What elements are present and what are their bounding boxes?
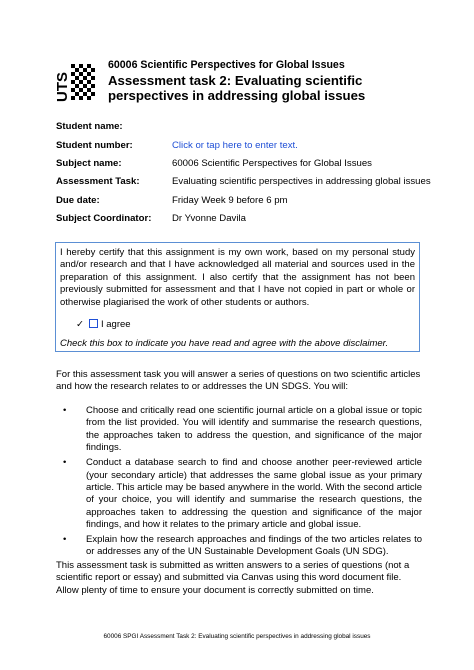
info-label: Due date:: [56, 195, 100, 206]
tick-icon: ✓: [76, 319, 84, 330]
course-code: 60006 Scientific Perspectives for Global Issues: [108, 59, 345, 71]
intro-paragraph: For this assessment task you will answer a series of questions on two scientific articles and how the research relates to or addresses the UN SDGS. You will:: [56, 369, 421, 393]
logo-pattern-icon: [71, 64, 95, 100]
bullet-icon: •: [63, 457, 67, 469]
bullet-text: Explain how the research approaches and findings of the two articles relates to or addresses any of the UN Sustainable Development Goals (UN SDG).: [86, 534, 422, 558]
bullet-icon: •: [63, 534, 67, 546]
info-label: Assessment Task:: [56, 176, 140, 187]
bullet-text: Choose and critically read one scientific journal article on a global issue or topic from the list provided. You will identify and summarise the research questions, the approaches taken to address the question, and significance of the major findings.: [86, 405, 422, 454]
info-label: Student name:: [56, 121, 123, 132]
agree-checkbox[interactable]: [89, 319, 98, 328]
disclaimer-box: [55, 242, 420, 352]
uts-logo: [56, 62, 98, 104]
info-label: Subject name:: [56, 158, 122, 169]
agree-label: I agree: [101, 319, 131, 330]
disclaimer-instruction: Check this box to indicate you have read and agree with the above disclaimer.: [60, 338, 389, 349]
task-bullet-list: [56, 405, 422, 561]
student-number-field[interactable]: Click or tap here to enter text.: [172, 140, 298, 151]
uts-logo-text: UTS: [54, 72, 71, 102]
list-item: [56, 534, 422, 559]
list-item: [56, 405, 422, 455]
list-item: [56, 457, 422, 531]
bullet-icon: •: [63, 405, 67, 416]
info-value: 60006 Scientific Perspectives for Global Issues: [172, 158, 372, 169]
info-value: Evaluating scientific perspectives in addressing global issues: [172, 176, 431, 187]
info-label: Subject Coordinator:: [56, 213, 152, 224]
info-value: Dr Yvonne Davila: [172, 213, 246, 224]
info-label: Student number:: [56, 140, 133, 151]
page-footer: 60006 SPGI Assessment Task 2: Evaluating scientific perspectives in addressing global issues: [103, 633, 371, 640]
info-value: Friday Week 9 before 6 pm: [172, 195, 288, 206]
task-title: Assessment task 2: Evaluating scientific perspectives in addressing global issues: [108, 73, 366, 103]
bullet-text: Conduct a database search to find and choose another peer-reviewed article (your secondary article) that addresses the same global issue as your primary article. This article may be based anywhere in the world. With the second article of your choice, you will identify and summarise the research questions, the approaches taken to addressing the question and significance of the major findings, and how it relates to the primary article and global issue.: [86, 457, 422, 531]
closing-paragraph: This assessment task is submitted as written answers to a series of questions (not a scientific report or essay) and submitted via Canvas using this word document file. Allow plenty of time to ensure your document is correctly submitted on time.: [56, 560, 410, 596]
disclaimer-text: I hereby certify that this assignment is my own work, based on my personal study and/or research and that I have acknowledged all material and sources used in the preparation of this assignment. I also certify that the assignment has not been previously submitted for assessment and that I have not copied in part or whole or otherwise plagiarised the work of other students or authors.: [60, 247, 415, 308]
agree-checkbox-row[interactable]: [76, 319, 131, 330]
